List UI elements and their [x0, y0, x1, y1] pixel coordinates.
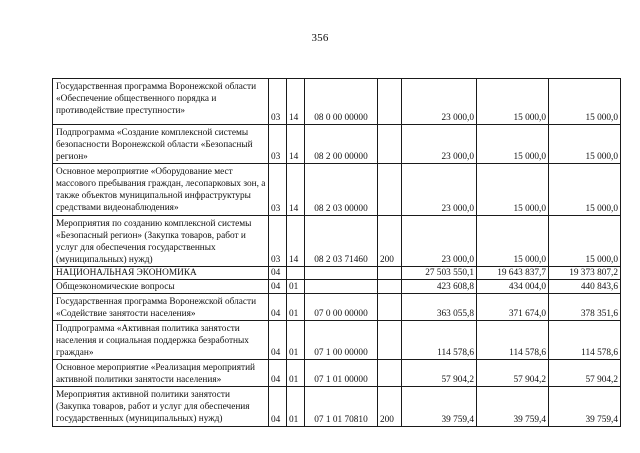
row-name-text: НАЦИОНАЛЬНАЯ ЭКОНОМИКА	[56, 268, 197, 278]
table-row	[53, 321, 621, 360]
subsection-code: 14	[287, 79, 305, 125]
section-code: 04	[269, 267, 287, 280]
amount-year-1: 27 503 550,1	[402, 267, 477, 280]
amount-year-2: 371 674,0	[477, 294, 549, 321]
subsection-code: 01	[287, 321, 305, 360]
row-name-text: Основное мероприятие «Реализация мероприятий активной политики занятости населения»	[56, 363, 256, 385]
expense-type-code: 200	[378, 216, 402, 267]
subsection-code: 14	[287, 164, 305, 216]
amount-year-3: 15 000,0	[549, 79, 621, 125]
expense-type-code: 200	[378, 387, 402, 427]
row-name	[53, 294, 269, 321]
target-article-code: 08 2 03 71460	[305, 216, 378, 267]
amount-year-1: 423 608,8	[402, 280, 477, 294]
expense-type-code	[378, 360, 402, 387]
table-row	[53, 294, 621, 321]
section-code: 03	[269, 216, 287, 267]
row-name	[53, 79, 269, 125]
target-article-code: 07 1 01 00000	[305, 360, 378, 387]
expense-type-code	[378, 125, 402, 164]
target-article-code	[305, 280, 378, 294]
row-name	[53, 164, 269, 216]
expense-type-code	[378, 294, 402, 321]
section-code: 03	[269, 79, 287, 125]
subsection-code: 14	[287, 216, 305, 267]
page-number: 356	[311, 32, 329, 44]
amount-year-3: 57 904,2	[549, 360, 621, 387]
row-name-text: Мероприятия по созданию комплексной системы «Безопасный регион» (Закупка товаров, работ и услуг для обеспечения государственных (муниципальных) нужд)	[56, 219, 252, 265]
section-code: 04	[269, 294, 287, 321]
target-article-code: 07 0 00 00000	[305, 294, 378, 321]
subsection-code: 14	[287, 125, 305, 164]
target-article-code	[305, 267, 378, 280]
expense-type-code	[378, 267, 402, 280]
amount-year-3: 15 000,0	[549, 125, 621, 164]
row-name	[53, 387, 269, 427]
amount-year-2: 434 004,0	[477, 280, 549, 294]
target-article-code: 07 1 01 70810	[305, 387, 378, 427]
amount-year-3: 378 351,6	[549, 294, 621, 321]
subsection-code: 01	[287, 280, 305, 294]
amount-year-2: 114 578,6	[477, 321, 549, 360]
budget-table	[52, 78, 621, 427]
amount-year-2: 57 904,2	[477, 360, 549, 387]
amount-year-2: 15 000,0	[477, 79, 549, 125]
subsection-code: 01	[287, 360, 305, 387]
amount-year-3: 114 578,6	[549, 321, 621, 360]
row-name	[53, 280, 269, 294]
amount-year-2: 15 000,0	[477, 216, 549, 267]
amount-year-2: 15 000,0	[477, 164, 549, 216]
target-article-code: 08 2 00 00000	[305, 125, 378, 164]
expense-type-code	[378, 280, 402, 294]
row-name	[53, 360, 269, 387]
row-name	[53, 321, 269, 360]
amount-year-3: 15 000,0	[549, 216, 621, 267]
amount-year-1: 23 000,0	[402, 164, 477, 216]
section-code: 04	[269, 360, 287, 387]
amount-year-1: 23 000,0	[402, 125, 477, 164]
row-name-text: Общеэкономические вопросы	[56, 281, 175, 292]
row-name-text: Государственная программа Воронежской области «Обеспечение общественного порядка и противодействие преступности»	[56, 82, 257, 116]
subsection-code: 01	[287, 387, 305, 427]
amount-year-1: 363 055,8	[402, 294, 477, 321]
amount-year-1: 23 000,0	[402, 79, 477, 125]
table-row	[53, 280, 621, 294]
row-name-text: Подпрограмма «Создание комплексной системы безопасности Воронежской области «Безопасный регион»	[56, 128, 253, 162]
amount-year-1: 23 000,0	[402, 216, 477, 267]
expense-type-code	[378, 321, 402, 360]
section-code: 03	[269, 125, 287, 164]
amount-year-3: 440 843,6	[549, 280, 621, 294]
row-name-text: Подпрограмма «Активная политика занятости населения и социальная поддержка безработных граждан»	[56, 324, 249, 358]
table-row	[53, 360, 621, 387]
table-row	[53, 387, 621, 427]
amount-year-2: 19 643 837,7	[477, 267, 549, 280]
section-code: 04	[269, 387, 287, 427]
row-name	[53, 267, 269, 280]
amount-year-3: 39 759,4	[549, 387, 621, 427]
section-code: 04	[269, 321, 287, 360]
section-code: 03	[269, 164, 287, 216]
table-row	[53, 164, 621, 216]
table-row	[53, 125, 621, 164]
expense-type-code	[378, 79, 402, 125]
amount-year-1: 57 904,2	[402, 360, 477, 387]
subsection-code	[287, 267, 305, 280]
target-article-code: 07 1 00 00000	[305, 321, 378, 360]
table-row	[53, 79, 621, 125]
table-row	[53, 216, 621, 267]
amount-year-2: 15 000,0	[477, 125, 549, 164]
amount-year-1: 39 759,4	[402, 387, 477, 427]
row-name-text: Мероприятия активной политики занятости (Закупка товаров, работ и услуг для обеспечения государственных (муниципальных) нужд)	[56, 390, 250, 424]
subsection-code: 01	[287, 294, 305, 321]
row-name	[53, 216, 269, 267]
section-code: 04	[269, 280, 287, 294]
table-row	[53, 267, 621, 280]
expense-type-code	[378, 164, 402, 216]
amount-year-3: 15 000,0	[549, 164, 621, 216]
row-name-text: Основное мероприятие «Оборудование мест массового пребывания граждан, лесопарковых зон, а также объектов муниципальной инфраструктуры средствами видеонаблюдения»	[56, 167, 266, 213]
row-name	[53, 125, 269, 164]
target-article-code: 08 0 00 00000	[305, 79, 378, 125]
amount-year-1: 114 578,6	[402, 321, 477, 360]
amount-year-3: 19 373 807,2	[549, 267, 621, 280]
row-name-text: Государственная программа Воронежской области «Содействие занятости населения»	[56, 297, 257, 319]
amount-year-2: 39 759,4	[477, 387, 549, 427]
target-article-code: 08 2 03 00000	[305, 164, 378, 216]
